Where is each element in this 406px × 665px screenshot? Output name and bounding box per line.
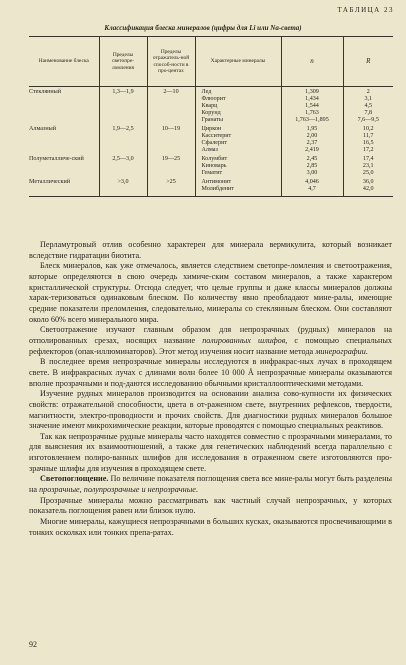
mineral-name: Флюорит <box>201 96 226 102</box>
r-value: 11,7 <box>363 133 374 139</box>
n-value: 2,419 <box>305 147 319 153</box>
r-value: 17,4 <box>362 156 374 162</box>
mineral-name: Алмаз <box>201 147 218 153</box>
mineral-name: Молибденит <box>201 186 234 192</box>
paragraph: Многие минералы, кажущиеся непрозрачными в больших кусках, оказываются просвечивающими в тонких осколках или тонких препа-ратах. <box>29 517 392 537</box>
r-value: 25,0 <box>362 170 374 176</box>
n-value-list <box>281 87 343 125</box>
paragraph: В последнее время непрозрачные минералы исследуются в инфракрас-ных лучах в проходящем свете. В инфракрасных лучах с длинами волн более 10 000 Å непрозрачные минералы оказываются вполне прозрачными и под-даются исследованию обычными кристаллооптическими методами. <box>29 357 392 388</box>
luster-classification-table <box>29 36 393 197</box>
r-value: 10,2 <box>362 126 374 132</box>
mineral-name: Антимонит <box>201 179 232 185</box>
n-value: 1,763—1,895 <box>295 117 329 123</box>
mineral-name: Корунд <box>201 110 221 116</box>
n-value: 2,00 <box>306 133 318 139</box>
paragraph: Изучение рудных минералов производится на основании анализа сово-купности их физических свойств: отражательной способности, цвета в от-раженном свете, внутренних рефлексов, твердости, магнитности, электро-проводности и прочих свойств. Для диагностики рудных минералов большое значение имеют микрохимические реакции, которые проводятся с помощью специальных реактивов. <box>29 389 392 431</box>
r-value-list <box>343 177 393 197</box>
header-r: R <box>343 37 393 87</box>
mineral-name-list <box>195 87 281 125</box>
r-value-list <box>343 124 393 154</box>
n-value: 2,45 <box>306 156 318 162</box>
mineral-name: Колумбит <box>201 156 228 162</box>
table-row <box>29 154 393 177</box>
n-value: 1,434 <box>305 96 319 102</box>
n-value: 1,544 <box>305 103 319 109</box>
header-reflectivity: Пределы отражатель-ной способ-ности в про-центах <box>147 37 195 87</box>
mineral-name-list <box>195 177 281 197</box>
refraction-range: 1,9—2,5 <box>99 124 147 154</box>
n-value-list <box>281 177 343 197</box>
mineral-name: Киноварь <box>201 163 227 169</box>
r-value: 3,1 <box>364 96 373 102</box>
luster-name: Алмазный <box>29 126 56 132</box>
n-value: 1,95 <box>306 126 318 132</box>
luster-name: Металлический <box>29 177 99 197</box>
luster-name: Стеклянный <box>29 89 62 95</box>
table-caption: Классификация блеска минералов (цифры для Li или Na-света) <box>104 24 302 32</box>
r-value: 17,2 <box>362 147 374 153</box>
r-value: 2 <box>366 89 370 95</box>
paragraph: Перламутровый отлив особенно характерен для минерала вермикулита, который возникает вследствие гидратации биотита. <box>29 240 392 260</box>
paragraph: Блеск минералов, как уже отмечалось, является следствием светопре-ломления и светоотражения, которые определяются в свою очередь химиче-ским составом минералов, а также характером кристаллической структуры. Отсюда следует, что целые группы и даже классы минералов должны харак-теризоваться одинаковым блеском. По количеству явно преобладают мине-ралы, имеющие средние показатели преломления, следовательно, минералы со стеклянным блеском. Они составляют около 60% всего минерального мира. <box>29 261 392 324</box>
mineral-name: Гематит <box>201 170 223 176</box>
mineral-name: Касситерит <box>201 133 232 139</box>
n-value-list <box>281 154 343 177</box>
table-row <box>29 87 393 125</box>
mineral-name: Лед <box>201 89 212 95</box>
header-luster: Наименование блеска <box>29 37 99 87</box>
n-value: 1,309 <box>305 89 319 95</box>
header-n: n <box>281 37 343 87</box>
r-value-list <box>343 87 393 125</box>
r-value: 7,8 <box>364 110 373 116</box>
mineral-name-list <box>195 124 281 154</box>
header-refraction: Пределы светопре-ломления <box>99 37 147 87</box>
n-value-list <box>281 124 343 154</box>
refraction-range: 1,3—1,9 <box>99 87 147 125</box>
r-value: 7,6—9,5 <box>357 117 379 123</box>
table-label: ТАБЛИЦА 23 <box>337 6 394 14</box>
n-value: 1,763 <box>305 110 319 116</box>
paragraph: Прозрачные минералы можно рассматривать как частный случай непрозрачных, у которых показатель поглощения равен или близок нулю. <box>29 495 392 516</box>
paragraph: Так как непрозрачные рудные минералы часто находятся совместно с прозрачными минералами, то для выяснения их взаимоотношений, а также для генетических наблюдений всегда параллельно с изготовлением полиро-ванных шлифов для исследования в отраженном свете изготовляются про-зрачные шлифы для изучения в проходящем свете. <box>29 431 392 473</box>
mineral-name: Гранаты <box>201 117 223 123</box>
mineral-name: Циркон <box>201 126 222 132</box>
r-value: 36,0 <box>362 179 374 185</box>
n-value: 2,85 <box>306 163 318 169</box>
r-value: 23,1 <box>362 163 374 169</box>
page-number: 92 <box>29 640 37 649</box>
body-text <box>29 240 392 538</box>
reflectivity-range: 19—25 <box>147 154 195 177</box>
r-value: 42,0 <box>362 186 374 192</box>
paragraph: Светопоглощение. По величине показателя поглощения света все мине-ралы могут быть разделены на прозрачные, полупрозрачные и непрозрачные. <box>29 474 392 495</box>
refraction-range: >3,0 <box>99 177 147 197</box>
paragraph: Светоотражение изучают главным образом для непрозрачных (рудных) минералов на отполированных срезах, носящих название полированных шлифов, с помощью специальных рефлекторов (опак-иллюминаторов). Этот метод изучения носит название метода минерографии. <box>29 325 392 356</box>
n-value: 4,7 <box>308 186 316 192</box>
mineral-name-list <box>195 154 281 177</box>
reflectivity-range: >25 <box>147 177 195 197</box>
table-row <box>29 124 393 154</box>
table-row <box>29 177 393 197</box>
refraction-range: 2,5—3,0 <box>99 154 147 177</box>
mineral-name: Кварц <box>201 103 218 109</box>
r-value: 4,5 <box>364 103 373 109</box>
header-minerals: Характерные минералы <box>195 37 281 87</box>
n-value: 4,046 <box>305 179 319 185</box>
n-value: 2,37 <box>306 140 318 146</box>
table-body <box>29 87 393 197</box>
mineral-name: Сфалерит <box>201 140 227 146</box>
r-value: 16,5 <box>362 140 374 146</box>
luster-name: Полуметалличе-ский <box>29 156 84 162</box>
n-value: 3,00 <box>306 170 318 176</box>
r-value-list <box>343 154 393 177</box>
reflectivity-range: 10—19 <box>147 124 195 154</box>
reflectivity-range: 2—10 <box>147 87 195 125</box>
